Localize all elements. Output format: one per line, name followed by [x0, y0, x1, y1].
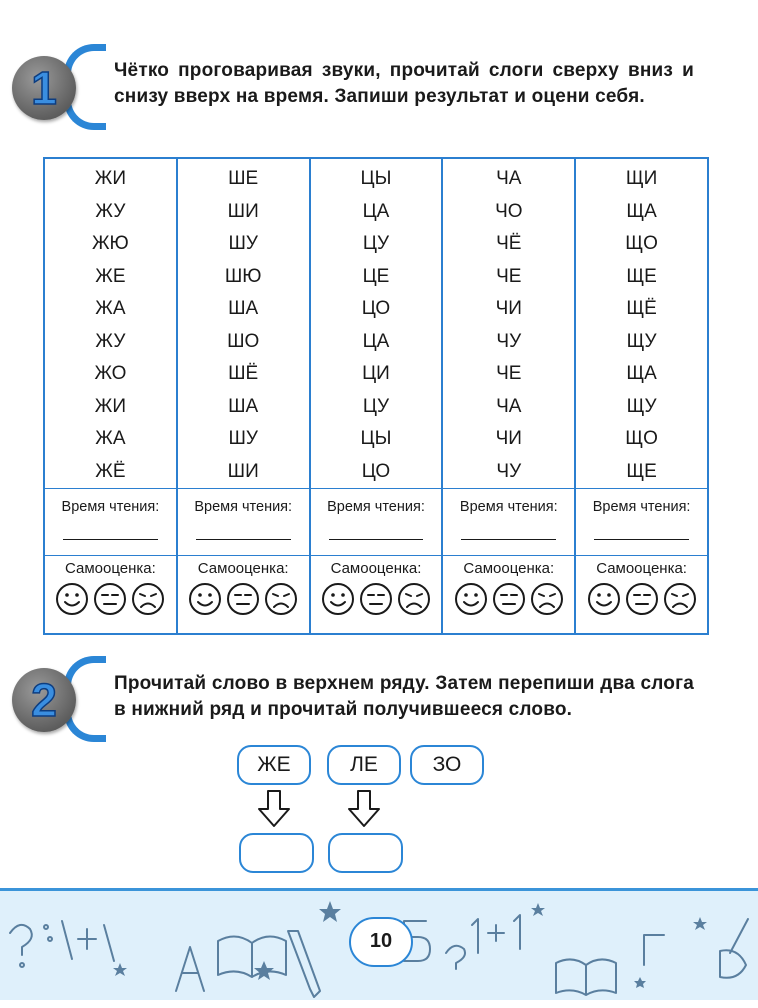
syllable: ЧА [496, 168, 522, 189]
self-assessment-label: Самооценка: [330, 560, 422, 577]
reading-time-answer-line[interactable] [461, 539, 556, 540]
answer-box[interactable] [328, 833, 403, 873]
syllable: ША [228, 298, 259, 319]
syllable-table [43, 157, 709, 635]
syllable: ЦУ [362, 395, 390, 417]
self-assessment-label: Самооценка: [65, 560, 156, 577]
page-number: 10 [349, 917, 413, 967]
syllable: ЦО [361, 298, 391, 319]
syllable-list [443, 159, 574, 489]
happy-face-icon[interactable] [587, 582, 621, 616]
sad-face-icon[interactable] [264, 582, 298, 616]
happy-face-icon[interactable] [321, 582, 355, 616]
syllable-column [311, 159, 444, 633]
syllable: ШУ [228, 428, 258, 449]
syllable: ЧО [495, 200, 523, 222]
reading-time-label: Время чтения: [327, 499, 425, 515]
answer-box[interactable] [239, 833, 314, 873]
syllable-list [576, 159, 707, 489]
task-2-instruction: Прочитай слово в верхнем ряду. Затем перепиши два слога в нижний ряд и прочитай получившееся слово. [114, 673, 694, 720]
reading-time-label: Время чтения: [592, 499, 691, 515]
neutral-face-icon[interactable] [359, 582, 393, 616]
task-2-badge [12, 656, 108, 746]
syllable-column [45, 159, 178, 633]
syllable: ШЕ [228, 168, 259, 189]
face-options [443, 582, 574, 616]
syllable: ЖУ [95, 330, 126, 352]
neutral-face-icon[interactable] [625, 582, 659, 616]
reading-time-cell [311, 489, 442, 556]
syllable: ЖЕ [95, 265, 126, 287]
neutral-face-icon[interactable] [93, 582, 127, 616]
syllable: ЖУ [95, 200, 126, 222]
down-arrow-icon [346, 789, 382, 829]
syllable: ШИ [227, 200, 259, 222]
syllable: ЦУ [362, 233, 390, 254]
syllable: ЩЁ [626, 298, 657, 319]
syllable: ЧУ [496, 330, 522, 352]
happy-face-icon[interactable] [454, 582, 488, 616]
task-1-number: 1 [31, 62, 57, 114]
reading-time-cell [576, 489, 707, 556]
sad-face-icon[interactable] [663, 582, 697, 616]
down-arrow-icon [256, 789, 292, 829]
syllable: ЩО [625, 428, 658, 449]
syllable: ЩУ [626, 330, 657, 352]
happy-face-icon[interactable] [188, 582, 222, 616]
syllable: ЧЕ [496, 265, 522, 287]
syllable-column [576, 159, 707, 633]
syllable: ЧА [496, 395, 522, 417]
syllable: ЖЁ [95, 460, 126, 482]
syllable-box: ЗО [410, 745, 484, 785]
reading-time-answer-line[interactable] [329, 539, 424, 540]
syllable: ШИ [227, 460, 259, 482]
self-assessment-cell [311, 556, 442, 633]
syllable: ЩУ [626, 395, 657, 417]
task-1-badge [12, 44, 108, 134]
task-1-instruction: Чётко проговаривая звуки, прочитай слоги сверху вниз и снизу вверх на время. Запиши результат и оцени себя. [114, 60, 694, 107]
reading-time-label: Время чтения: [61, 499, 160, 515]
syllable: ША [228, 395, 259, 417]
syllable: ЖЮ [92, 233, 129, 254]
syllable: ЧИ [495, 428, 522, 449]
syllable: ЩИ [625, 168, 658, 189]
syllable: ЖИ [94, 168, 126, 189]
syllable: ЦЕ [362, 265, 390, 287]
face-options [576, 582, 707, 616]
self-assessment-label: Самооценка: [197, 560, 289, 577]
syllable-box: ЛЕ [327, 745, 401, 785]
reading-time-answer-line[interactable] [63, 539, 158, 540]
sad-face-icon[interactable] [530, 582, 564, 616]
reading-time-answer-line[interactable] [196, 539, 291, 540]
syllable: ЧЕ [496, 363, 522, 384]
syllable-column [178, 159, 311, 633]
syllable: ЦА [362, 200, 390, 222]
syllable: ЩЕ [626, 460, 657, 482]
syllable: ШЁ [228, 363, 259, 384]
happy-face-icon[interactable] [55, 582, 89, 616]
task-number-circle [12, 56, 76, 120]
reading-time-answer-line[interactable] [594, 539, 689, 540]
syllable: ШО [227, 330, 260, 352]
reading-time-label: Время чтения: [194, 499, 293, 515]
syllable: ЩО [625, 233, 658, 254]
face-options [178, 582, 309, 616]
syllable: ЖИ [94, 395, 126, 417]
syllable: ШУ [228, 233, 258, 254]
task-number-circle [12, 668, 76, 732]
syllable-list [45, 159, 176, 489]
reading-time-cell [178, 489, 309, 556]
syllable: ЩЕ [626, 265, 657, 287]
neutral-face-icon[interactable] [492, 582, 526, 616]
reading-time-cell [443, 489, 574, 556]
syllable-column [443, 159, 576, 633]
neutral-face-icon[interactable] [226, 582, 260, 616]
syllable: ЦИ [362, 363, 390, 384]
syllable: ЩА [626, 200, 657, 222]
sad-face-icon[interactable] [397, 582, 431, 616]
syllable: ЦЫ [360, 428, 392, 449]
syllable-box: ЖЕ [237, 745, 311, 785]
self-assessment-cell [178, 556, 309, 633]
syllable: ЦО [361, 460, 391, 482]
syllable: ЦЫ [360, 168, 392, 189]
syllable: ЖО [94, 363, 127, 384]
self-assessment-cell [443, 556, 574, 633]
syllable: ЧЁ [496, 233, 522, 254]
syllable: ЖА [95, 428, 126, 449]
face-options [45, 582, 176, 616]
syllable: ЧУ [496, 460, 522, 482]
syllable: ЧИ [495, 298, 522, 319]
self-assessment-cell [45, 556, 176, 633]
syllable: ЦА [362, 330, 390, 352]
sad-face-icon[interactable] [131, 582, 165, 616]
self-assessment-label: Самооценка: [463, 560, 555, 577]
syllable-list [311, 159, 442, 489]
syllable: ЩА [626, 363, 657, 384]
face-options [311, 582, 442, 616]
reading-time-cell [45, 489, 176, 556]
syllable-list [178, 159, 309, 489]
syllable: ШЮ [224, 265, 262, 287]
task-2-number: 2 [31, 674, 57, 726]
self-assessment-label: Самооценка: [596, 560, 687, 577]
reading-time-label: Время чтения: [459, 499, 558, 515]
self-assessment-cell [576, 556, 707, 633]
syllable: ЖА [95, 298, 126, 319]
